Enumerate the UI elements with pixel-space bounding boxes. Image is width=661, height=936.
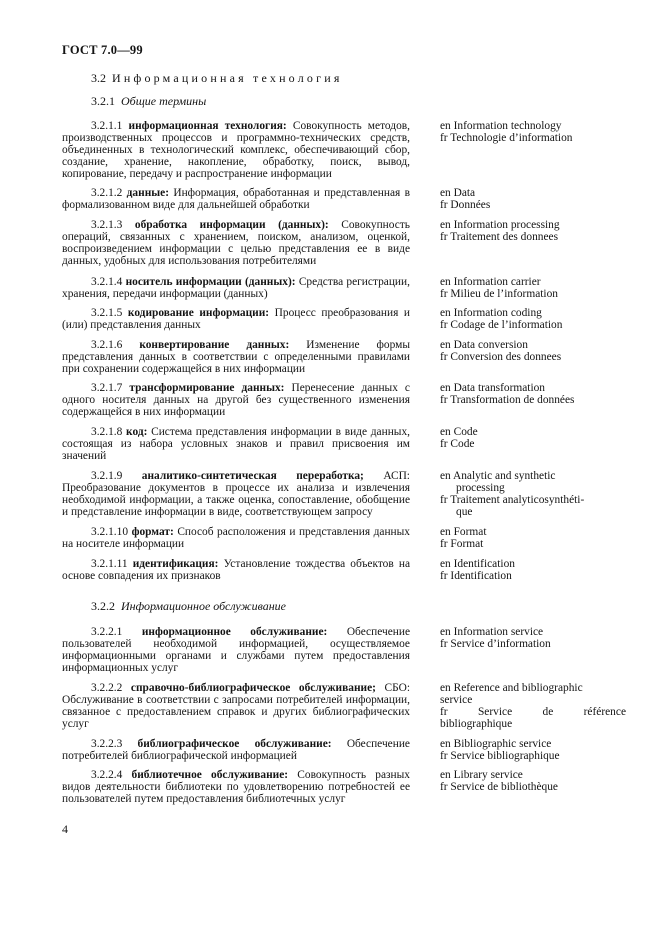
french-equivalent <box>440 707 626 719</box>
term-number: 3.2.1.11 <box>91 558 128 570</box>
section-title: Информационная технология <box>112 71 343 85</box>
term-number: 3.2.2.3 <box>91 738 123 750</box>
english-equivalent: en Code <box>440 426 478 438</box>
term-definition-block <box>62 627 410 675</box>
term-equivalents <box>440 559 626 583</box>
term-definition: Совокупность разных видов деятельности библиотеки по удовлетворению потребностей ее пользователей путем предоставления библиотечных услуг <box>62 769 410 805</box>
french-word: référence <box>583 705 626 718</box>
term-number: 3.2.1.10 <box>91 526 129 538</box>
term-definition: Процесс преобразования и (или) представления данных <box>62 307 410 331</box>
term-definition: Совокупность методов, производственных процессов и программно-технических средств, объединенных в технологический комплекс, обеспечивающий сбор, создание, хранение, накопление, обработку, поиск, вывод, копирование, передачу и распространение информации <box>62 120 410 180</box>
term-definition: СБО: Обслуживание в соответствии с запросами потребителей информации, связанное с предоставлением справок и других библиографических услуг <box>62 682 410 730</box>
term-number: 3.2.2.4 <box>91 769 123 781</box>
english-equivalent: en Information technology <box>440 120 562 132</box>
section-number: 3.2.2 <box>91 599 115 613</box>
term-definition-block <box>62 770 410 806</box>
term-name: носитель информации (данных): <box>125 276 296 288</box>
term-definition-block <box>62 220 410 268</box>
english-equivalent: en Information processing <box>440 219 560 231</box>
english-equivalent: en Bibliographic service <box>440 738 552 750</box>
french-equivalent: fr Transformation de données <box>440 393 575 406</box>
term-name: аналитико-синтетическая переработка; <box>141 470 364 482</box>
term-name: информационное обслуживание: <box>141 626 328 638</box>
english-equivalent: en Information service <box>440 626 544 638</box>
french-equivalent-continued: que <box>456 505 473 518</box>
term-definition: Изменение формы представления данных в соответствии с определенными правилами при сохранении содержащейся в них информации <box>62 339 410 375</box>
term-equivalents <box>440 188 626 212</box>
term-equivalents <box>440 277 626 301</box>
english-equivalent-continued: service <box>440 693 473 706</box>
term-definition: Обеспечение потребителей библиографической информацией <box>62 738 410 762</box>
term-number: 3.2.1.1 <box>91 120 123 132</box>
term-definition: Установление тождества объектов на основе совпадения их признаков <box>62 558 410 582</box>
term-definition-block <box>62 527 410 551</box>
term-definition-block <box>62 188 410 212</box>
term-number: 3.2.1.7 <box>91 382 123 394</box>
term-equivalents <box>440 627 626 651</box>
french-word: Service <box>477 705 513 718</box>
term-definition-block <box>62 683 410 731</box>
term-definition: АСП: Преобразование документов в процессе их анализа и извлечения необходимой информации, а также оценка, сопоставление, обобщение и представление информации в виде, соответствующем запросу <box>62 470 410 518</box>
section-title: Общие термины <box>121 94 207 108</box>
french-equivalent: fr Milieu de l’information <box>440 287 558 300</box>
term-number: 3.2.1.4 <box>91 276 123 288</box>
term-definition: Система представления информации в виде данных, состоящая из набора условных знаков и правил присвоения им значений <box>62 426 410 462</box>
term-number: 3.2.1.3 <box>91 219 123 231</box>
term-definition-block <box>62 739 410 763</box>
term-name: данные: <box>126 187 169 199</box>
section-number: 3.2.1 <box>91 94 115 108</box>
term-name: трансформирование данных: <box>129 382 285 394</box>
term-number: 3.2.2.1 <box>91 626 123 638</box>
section-3-2-heading <box>91 71 343 86</box>
english-equivalent: en Information coding <box>440 307 542 319</box>
term-definition: Средства регистрации, хранения, передачи информации (данных) <box>62 276 410 300</box>
french-equivalent: fr Technologie d’information <box>440 131 573 144</box>
english-equivalent: en Data <box>440 187 476 199</box>
section-title: Информационное обслуживание <box>121 599 286 613</box>
term-definition-block <box>62 121 410 181</box>
term-name: код: <box>126 426 148 438</box>
term-number: 3.2.1.9 <box>91 470 123 482</box>
term-definition: Обеспечение пользователей необходимой информацией, осуществляемое информационными органами и службами путем предоставления информационных услуг <box>62 626 410 674</box>
english-equivalent: en Information carrier <box>440 276 541 288</box>
term-definition: Способ расположения и представления данных на носителе информации <box>62 526 410 550</box>
french-equivalent: fr Format <box>440 537 484 550</box>
term-name: конвертирование данных: <box>139 339 290 351</box>
term-definition-block <box>62 308 410 332</box>
english-equivalent-continued: processing <box>456 481 505 494</box>
term-equivalents <box>440 121 626 145</box>
term-definition-block <box>62 277 410 301</box>
french-equivalent: fr Service bibliographique <box>440 749 560 762</box>
english-equivalent: en Format <box>440 526 487 538</box>
term-equivalents <box>440 739 626 763</box>
term-equivalents <box>440 471 626 519</box>
term-definition: Информация, обработанная и представленная в формализованном виде для дальнейшей обработки <box>62 187 410 211</box>
term-definition: Совокупность операций, связанных с хранением, поиском, анализом, оценкой, воспроизведением информации с целью представления ее в виде данных, удобных для использования потребителями <box>62 219 410 267</box>
term-name: обработка информации (данных): <box>134 219 329 231</box>
term-definition-block <box>62 340 410 376</box>
term-equivalents <box>440 527 626 551</box>
french-equivalent-continued: bibliographique <box>440 717 513 730</box>
french-equivalent: fr Service de bibliothèque <box>440 780 558 793</box>
term-equivalents <box>440 383 626 407</box>
term-equivalents <box>440 683 626 731</box>
term-definition-block <box>62 559 410 583</box>
page-number: 4 <box>62 822 68 836</box>
term-name: идентификация: <box>132 558 219 570</box>
term-definition-block <box>62 471 410 519</box>
term-number: 3.2.1.5 <box>91 307 123 319</box>
english-equivalent: en Library service <box>440 769 523 781</box>
term-equivalents <box>440 770 626 794</box>
section-3-2-1-heading <box>91 94 206 109</box>
term-name: информационная технология: <box>128 120 287 132</box>
section-3-2-2-heading <box>91 599 286 614</box>
english-equivalent: en Data conversion <box>440 339 528 351</box>
term-number: 3.2.2.2 <box>91 682 123 694</box>
document-code: ГОСТ 7.0—99 <box>62 43 143 57</box>
french-equivalent: fr Données <box>440 198 491 211</box>
term-definition: Перенесение данных с одного носителя данных на другой без существенного изменения содержащейся в них информации <box>62 382 410 418</box>
term-name: библиографическое обслуживание: <box>137 738 332 750</box>
english-equivalent: en Identification <box>440 558 515 570</box>
french-equivalent: fr Identification <box>440 569 512 582</box>
term-equivalents <box>440 427 626 451</box>
french-equivalent: fr Conversion des donnees <box>440 350 562 363</box>
french-equivalent: fr Service d’information <box>440 637 551 650</box>
term-equivalents <box>440 340 626 364</box>
french-equivalent: fr Traitement des donnees <box>440 230 558 243</box>
french-equivalent: fr Traitement analyticosynthéti- <box>440 493 585 506</box>
term-number: 3.2.1.2 <box>91 187 123 199</box>
french-equivalent: fr Code <box>440 437 475 450</box>
french-equivalent: fr Codage de l’information <box>440 318 563 331</box>
term-name: кодирование информации: <box>127 307 270 319</box>
english-equivalent: en Reference and bibliographic <box>440 682 583 694</box>
term-number: 3.2.1.6 <box>91 339 123 351</box>
term-number: 3.2.1.8 <box>91 426 123 438</box>
term-equivalents <box>440 308 626 332</box>
term-name: формат: <box>131 526 174 538</box>
french-word: de <box>542 705 554 718</box>
french-word: fr <box>440 705 448 718</box>
term-name: библиотечное обслуживание: <box>131 769 289 781</box>
section-number: 3.2 <box>91 71 106 85</box>
english-equivalent: en Analytic and synthetic <box>440 470 556 482</box>
term-name: справочно-библиографическое обслуживание; <box>130 682 376 694</box>
english-equivalent: en Data transformation <box>440 382 546 394</box>
term-definition-block <box>62 383 410 419</box>
term-equivalents <box>440 220 626 244</box>
term-definition-block <box>62 427 410 463</box>
